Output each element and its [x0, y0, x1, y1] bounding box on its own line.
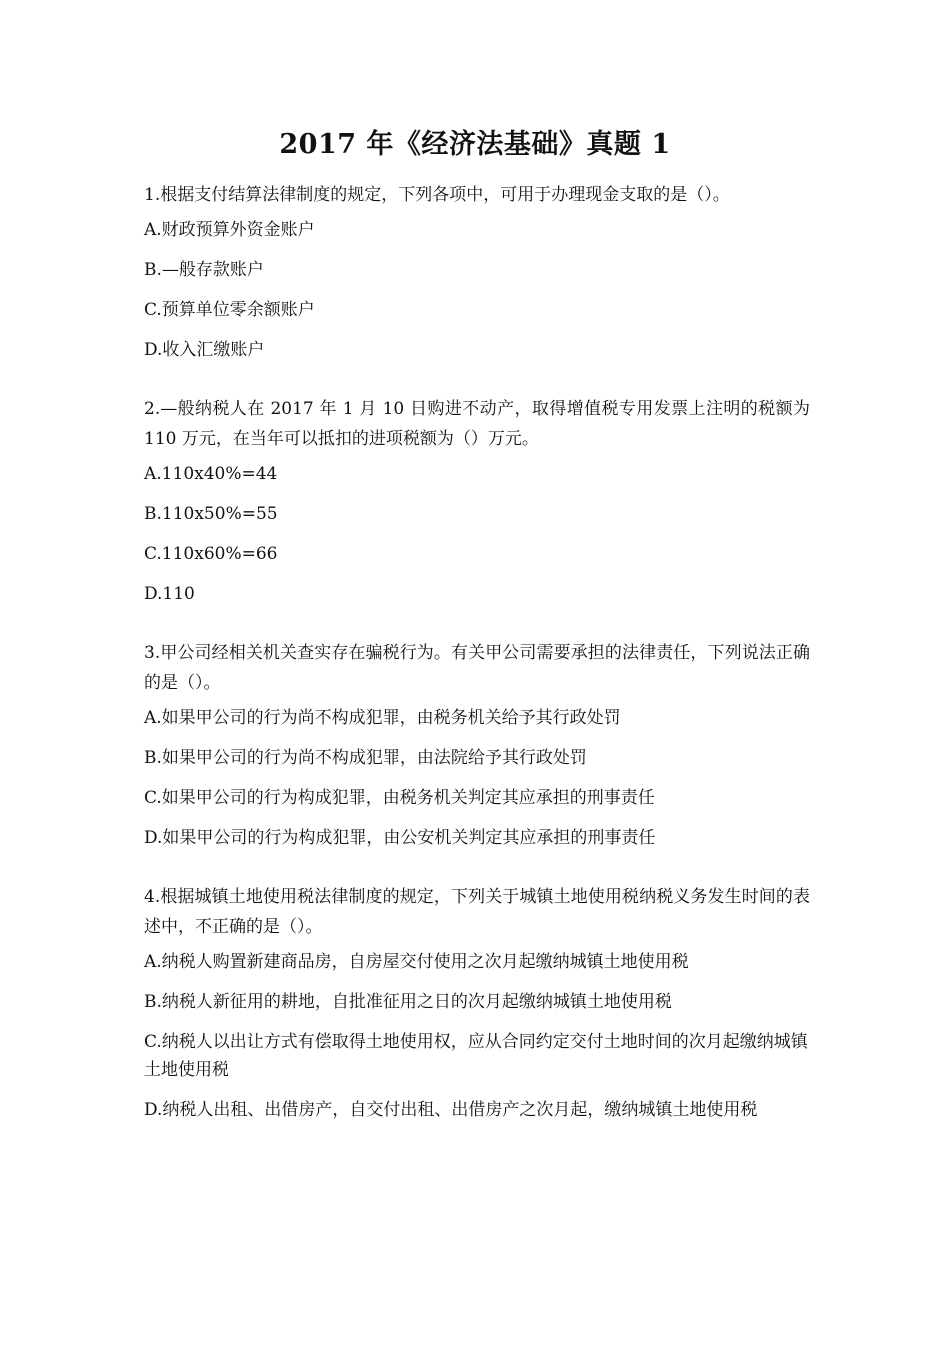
option-c: C.110x60%=66 — [144, 544, 278, 564]
question-2 — [144, 394, 810, 608]
question-4 — [144, 882, 810, 1124]
question-text: 3.甲公司经相关机关查实存在骗税行为。有关甲公司需要承担的法律责任，下列说法正确的是（）。 — [144, 643, 810, 693]
option-d: D.纳税人出租、出借房产，自交付出租、出借房产之次月起，缴纳城镇土地使用税 — [144, 1100, 758, 1120]
option-b: B.110x50%=55 — [144, 504, 278, 524]
page-title: 2017 年《经济法基础》真题 1 — [279, 129, 671, 160]
option-b: B.纳税人新征用的耕地，自批准征用之日的次月起缴纳城镇土地使用税 — [144, 992, 672, 1012]
option-a: A.如果甲公司的行为尚不构成犯罪，由税务机关给予其行政处罚 — [144, 708, 621, 728]
option-a: A.纳税人购置新建商品房，自房屋交付使用之次月起缴纳城镇土地使用税 — [144, 952, 689, 972]
option-c: C.如果甲公司的行为构成犯罪，由税务机关判定其应承担的刑事责任 — [144, 788, 655, 808]
option-b: B.如果甲公司的行为尚不构成犯罪，由法院给予其行政处罚 — [144, 748, 587, 768]
option-c: C.预算单位零余额账户 — [144, 300, 315, 320]
question-text: 2.—般纳税人在 2017 年 1 月 10 日购进不动产，取得增值税专用发票上注明的税额为 110 万元，在当年可以抵扣的进项税额为（）万元。 — [144, 399, 810, 449]
question-1 — [144, 180, 810, 364]
option-c: C.纳税人以出让方式有偿取得土地使用权，应从合同约定交付土地时间的次月起缴纳城镇土地使用税 — [144, 1032, 808, 1080]
option-a: A.财政预算外资金账户 — [144, 220, 315, 240]
option-d: D.如果甲公司的行为构成犯罪，由公安机关判定其应承担的刑事责任 — [144, 828, 656, 848]
option-d: D.110 — [144, 584, 195, 604]
question-text: 1.根据支付结算法律制度的规定，下列各项中，可用于办理现金支取的是（）。 — [144, 185, 730, 205]
question-list — [144, 180, 810, 1136]
option-b: B.—般存款账户 — [144, 260, 264, 280]
option-d: D.收入汇缴账户 — [144, 340, 265, 360]
question-3 — [144, 638, 810, 852]
option-a: A.110x40%=44 — [144, 464, 278, 484]
question-text: 4.根据城镇土地使用税法律制度的规定，下列关于城镇土地使用税纳税义务发生时间的表述中，不正确的是（）。 — [144, 887, 810, 937]
